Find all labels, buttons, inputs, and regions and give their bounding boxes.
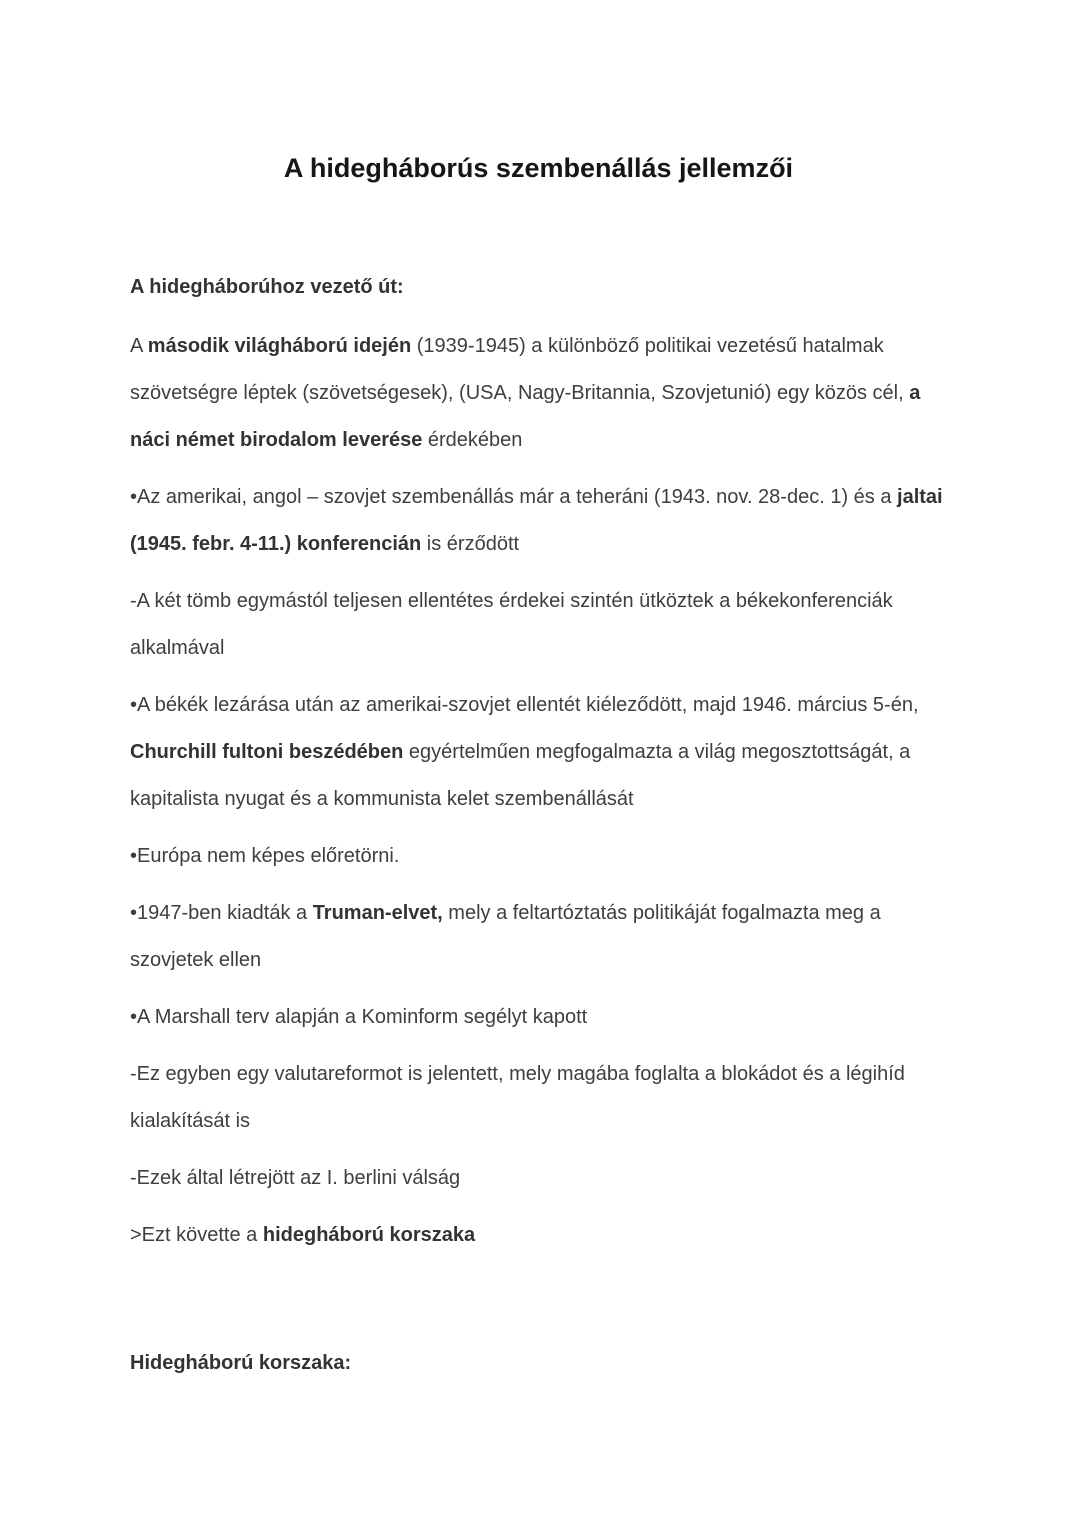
text-run: mely a feltartóztatás politikáját fogalmazta meg a szovjetek ellen — [130, 902, 881, 971]
text-run: -Ezek által létrejött az I. berlini válság — [130, 1167, 461, 1189]
text-run: •1947-ben kiadták a — [130, 902, 313, 924]
paragraph — [130, 1051, 947, 1145]
text-run: (1939-1945) a különböző politikai vezetésű hatalmak szövetségre léptek (szövetségesek), (USA, Nagy-Britannia, Szovjetunió) egy közös cél, — [130, 335, 910, 404]
paragraph — [130, 890, 947, 984]
paragraph — [130, 474, 947, 568]
paragraph — [130, 1212, 947, 1259]
text-run: •A Marshall terv alapján a Kominform segélyt kapott — [130, 1006, 588, 1028]
text-run: hidegháború korszaka — [262, 1224, 476, 1246]
text-run: -Ez egyben egy valutareformot is jelentett, mely magába foglalta a blokádot és a légihíd kialakítását is — [130, 1063, 905, 1132]
section-heading — [130, 1349, 947, 1377]
text-run: •A békék lezárása után az amerikai-szovjet ellentét kiéleződött, majd 1946. március 5-én, — [130, 694, 919, 716]
text-run: Truman-elvet, — [312, 902, 443, 924]
text-run: második világháború idején — [147, 335, 412, 357]
paragraph — [130, 578, 947, 672]
paragraph — [130, 994, 947, 1041]
text-run: >Ezt követte a — [130, 1224, 263, 1246]
paragraph — [130, 1155, 947, 1202]
section-heading — [130, 273, 947, 301]
text-run: •Európa nem képes előretörni. — [130, 845, 400, 867]
text-run: •Az amerikai, angol – szovjet szembenállás már a teheráni (1943. nov. 28-dec. 1) és a — [130, 486, 898, 508]
text-run: egyértelműen megfogalmazta a világ megosztottságát, a kapitalista nyugat és a kommunista kelet szembenállását — [130, 741, 911, 810]
text-run: Hidegháború korszaka: — [130, 1352, 352, 1374]
text-run: Churchill fultoni beszédében — [130, 741, 404, 763]
text-run: jaltai (1945. febr. 4-11.) konferencián — [130, 486, 943, 555]
text-run: érdekében — [422, 429, 523, 451]
document-body — [130, 273, 947, 1377]
text-run: is érződött — [421, 533, 520, 555]
document-title: A hidegháborús szembenállás jellemzői — [283, 153, 794, 183]
text-run: -A két tömb egymástól teljesen ellentétes érdekei szintén ütköztek a békekonferenciák alkalmával — [130, 590, 893, 659]
paragraph — [130, 323, 947, 464]
text-run: A hidegháborúhoz vezető út: — [130, 276, 404, 298]
text-run: a náci német birodalom leverése — [130, 382, 921, 451]
paragraph — [130, 682, 947, 823]
paragraph — [130, 833, 947, 880]
text-run: A — [130, 335, 148, 357]
